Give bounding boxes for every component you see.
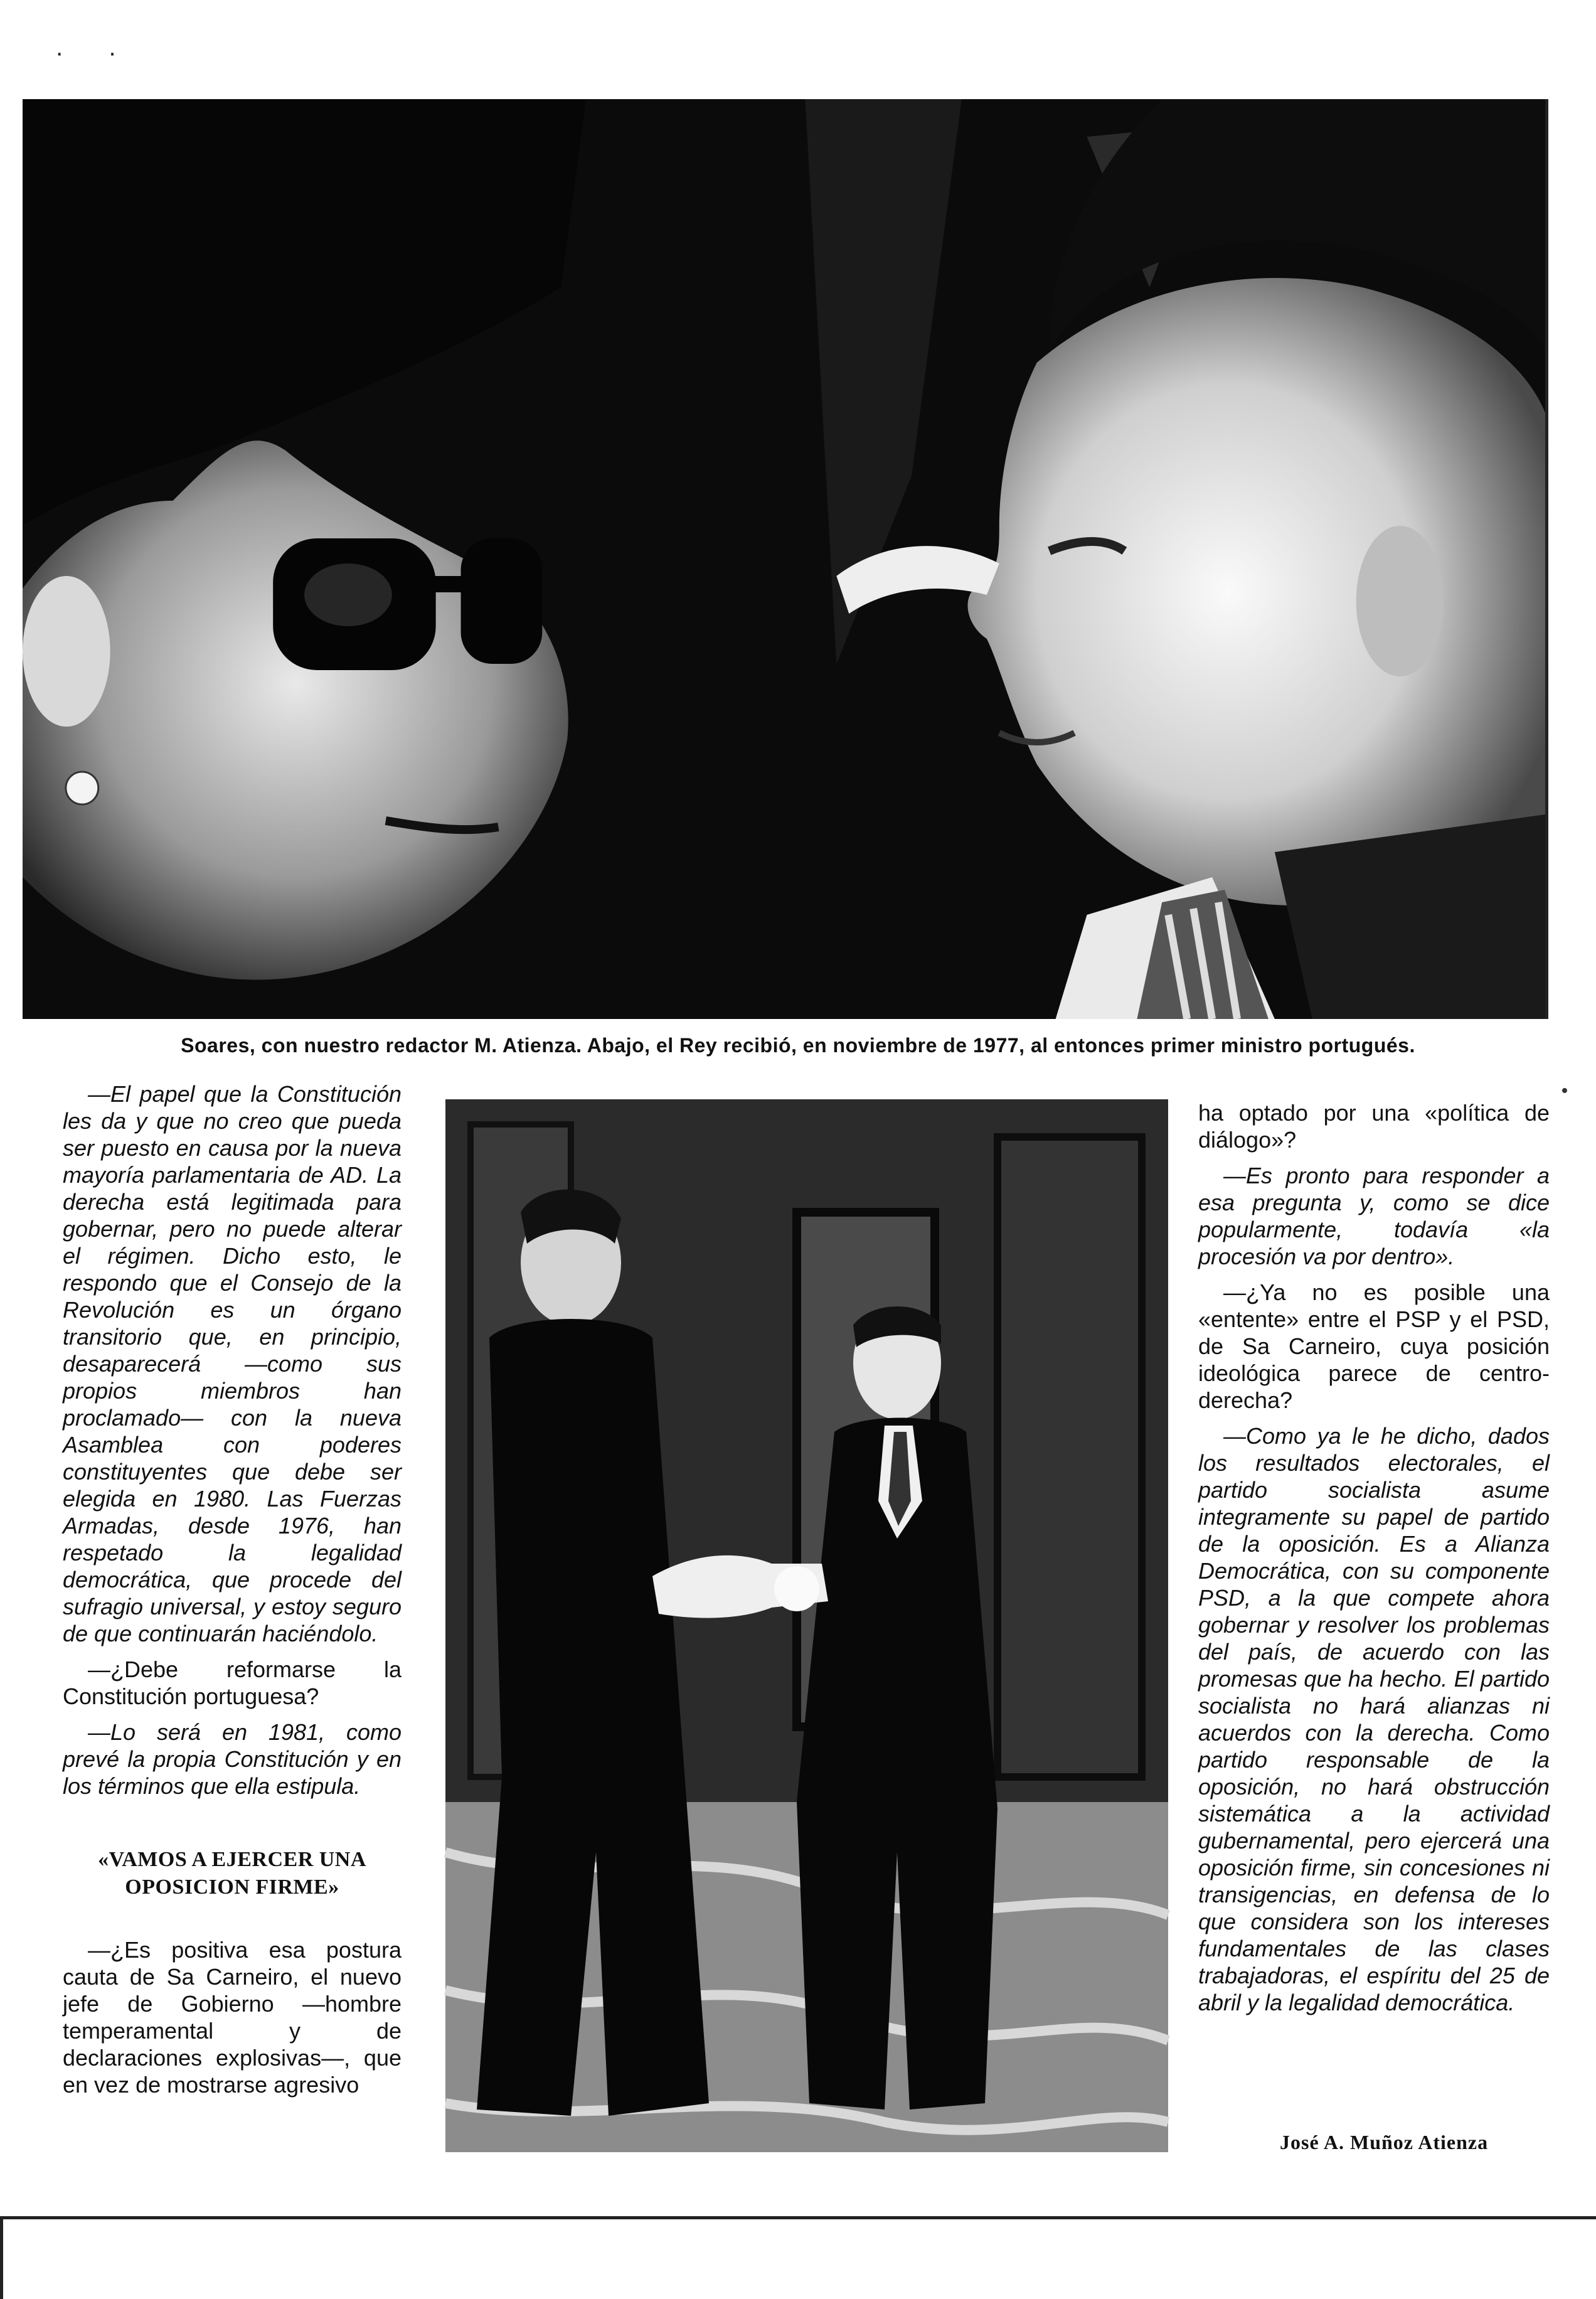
photo-caption: Soares, con nuestro redactor M. Atienza. Abajo, el Rey recibió, en noviembre de 1977, al entonces primer ministro portugués. (181, 1034, 1415, 1057)
section-subheading: «VAMOS A EJERCER UNA OPOSICION FIRME» (98, 1848, 366, 1899)
bottom-rule (0, 2216, 1596, 2219)
author-signature: José A. Muñoz Atienza (1280, 2131, 1489, 2153)
paragraph-answer-constitution: —El papel que la Constitución les da y que no creo que pueda ser puesto en causa por la nueva mayoría parlamentaria de AD. La derecha está legitimada para gobernar, pero no puede alterar el régimen. Dicho esto, le respondo que el Consejo de la Revolución es un órgano transitorio que, en principio, desaparecerá —como sus propios miembros han proclamado— con la nueva Asamblea con poderes constituyentes que debe ser elegida en 1980. Las Fuerzas Armadas, desde 1976, han respetado la legalidad democrática, que procede del sufragio universal, y estoy seguro de que continuarán haciéndolo. (63, 1081, 402, 1646)
top-photo-illustration (23, 99, 1545, 1019)
bottom-photo-illustration (445, 1099, 1168, 2152)
bottom-photograph (445, 1099, 1168, 2152)
right-column (1198, 1099, 1550, 2025)
top-photograph (23, 99, 1548, 1019)
paragraph-question-reform: —¿Debe reformarse la Constitución portuguesa? (63, 1656, 402, 1709)
paragraph-answer-early: —Es pronto para responder a esa pregunta y, como se dice popularmente, todavía «la procesión va por dentro». (1198, 1163, 1550, 1269)
scan-marks: · · (55, 39, 136, 67)
paragraph-question-sa-carneiro: —¿Es positiva esa postura cauta de Sa Carneiro, el nuevo jefe de Gobierno —hombre temperamental y de declaraciones explosivas—, que en vez de mostrarse agresivo (63, 1937, 402, 2098)
left-rule (0, 2216, 3, 2299)
scan-dot (1562, 1088, 1567, 1093)
paragraph-answer-reform: —Lo será en 1981, como prevé la propia Constitución y en los términos que ella estipula. (63, 1719, 402, 1799)
left-column (63, 1080, 402, 2098)
paragraph-question-continuation: ha optado por una «política de diálogo»? (1198, 1100, 1550, 1153)
paragraph-question-entente: —¿Ya no es posible una «entente» entre el PSP y el PSD, de Sa Carneiro, cuya posición ideológica parece de centro-derecha? (1198, 1279, 1550, 1413)
paragraph-answer-opposition: —Como ya le he dicho, dados los resultados electorales, el partido socialista asume integramente su papel de partido de la oposición. Es a Alianza Democrática, con su componente PSD, a la que compete ahora gobernar y resolver los problemas del país, de acuerdo con las promesas que ha hecho. El partido socialista no hará alianzas ni acuerdos con la derecha. Como partido responsable de la oposición, no hará obstrucción sistemática a la actividad gubernamental, pero ejercerá una oposición firme, sin concesiones ni transigencias, en defensa de lo que considera son los intereses fundamentales de las clases trabajadoras, el espíritu del 25 de abril y la legalidad democrática. (1198, 1423, 1550, 2015)
